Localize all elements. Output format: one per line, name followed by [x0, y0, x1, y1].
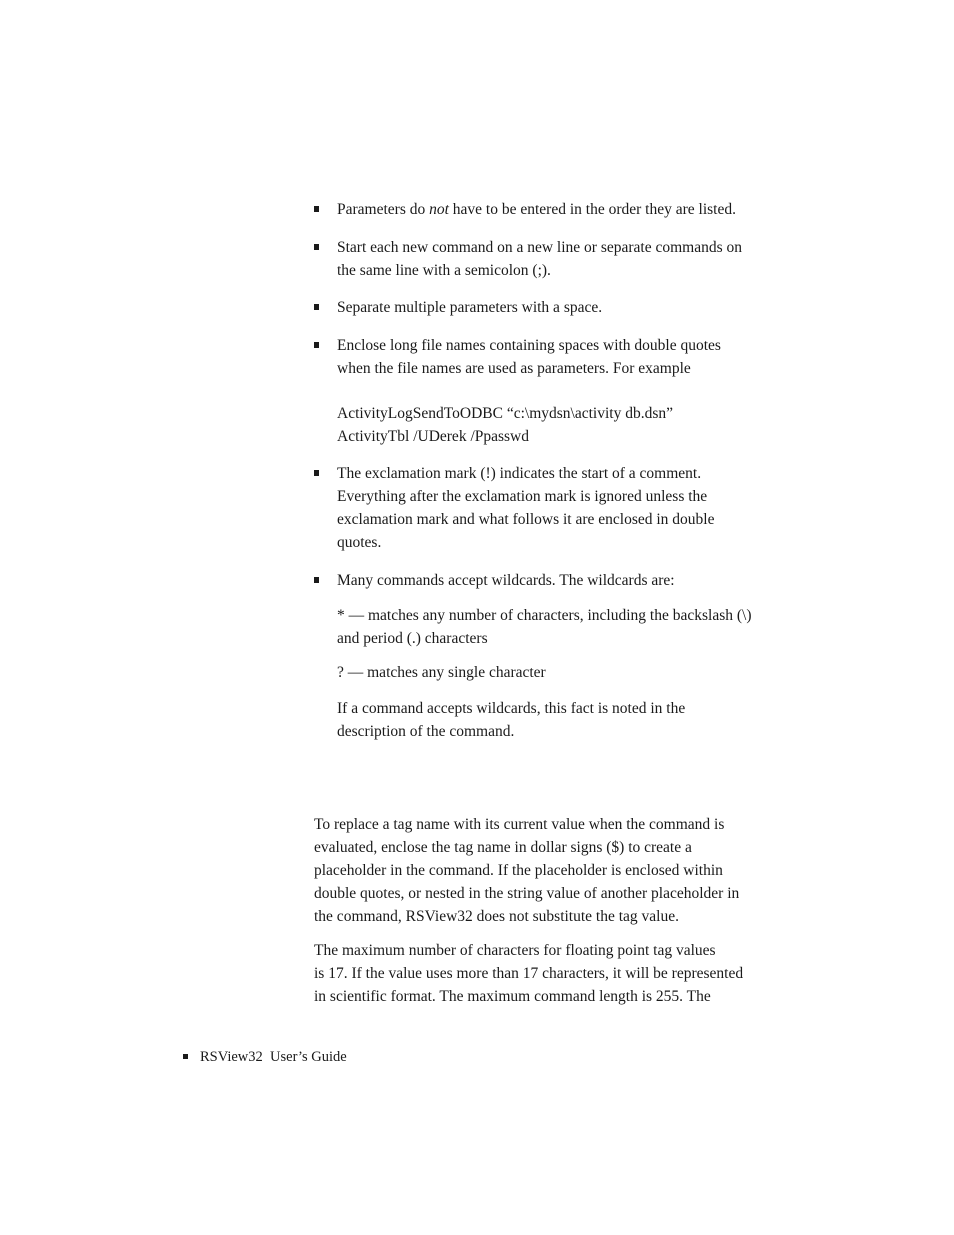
paragraph-tag-placeholder	[314, 813, 784, 928]
bullet-item-long-file-names	[314, 334, 784, 380]
bullet-marker	[314, 304, 319, 310]
command-example	[337, 402, 787, 448]
bullet-line: exclamation mark and what follows it are enclosed in double	[337, 511, 715, 528]
paragraph-line: the command, RSView32 does not substitute the tag value.	[314, 908, 679, 925]
bullet-marker	[314, 342, 319, 348]
bullet-line: Everything after the exclamation mark is ignored unless the	[337, 488, 708, 505]
paragraph-line: The maximum number of characters for floating point tag values	[314, 942, 716, 959]
bullet-line: Many commands accept wildcards. The wildcards are:	[337, 572, 675, 589]
paragraph-line: is 17. If the value uses more than 17 characters, it will be represented	[314, 965, 744, 982]
bullet-line: The exclamation mark (!) indicates the start of a comment.	[337, 465, 702, 482]
wildcard-line: * — matches any number of characters, including the backslash (\)	[337, 607, 752, 624]
paragraph-line: placeholder in the command. If the placeholder is enclosed within	[314, 862, 723, 879]
paragraph-line: To replace a tag name with its current value when the command is	[314, 816, 725, 833]
bullet-item-separate-parameters	[314, 296, 784, 319]
paragraph-line: in scientific format. The maximum command length is 255. The	[314, 988, 711, 1005]
bullet-line: Separate multiple parameters with a space.	[337, 299, 603, 316]
page-footer	[183, 1047, 347, 1067]
wildcard-note-line: If a command accepts wildcards, this fact is noted in the	[337, 700, 686, 717]
bullet-line: Start each new command on a new line or separate commands on	[337, 239, 743, 256]
paragraph-line: double quotes, or nested in the string value of another placeholder in	[314, 885, 740, 902]
bullet-line: the same line with a semicolon (;).	[337, 262, 551, 279]
bullet-line: Parameters do not have to be entered in the order they are listed.	[337, 201, 736, 218]
bullet-item-new-command-line	[314, 236, 784, 282]
bullet-line: when the file names are used as parameters. For example	[337, 360, 691, 377]
wildcard-star-description	[337, 604, 787, 650]
example-line: ActivityTbl /UDerek /Ppasswd	[337, 428, 530, 445]
wildcard-question-description	[337, 661, 787, 684]
bullet-marker	[314, 577, 319, 583]
bullet-marker	[314, 244, 319, 250]
example-line: ActivityLogSendToODBC “c:\mydsn\activity db.dsn”	[337, 405, 674, 422]
bullet-item-exclamation-mark	[314, 462, 784, 554]
bullet-item-wildcards	[314, 569, 784, 592]
bullet-item-parameter-order	[314, 198, 784, 221]
emphasis-text: not	[429, 201, 449, 218]
paragraph-line: evaluated, enclose the tag name in dollar signs ($) to create a	[314, 839, 692, 856]
paragraph-max-characters	[314, 939, 784, 1008]
bullet-marker	[314, 206, 319, 212]
wildcard-note	[337, 697, 787, 743]
bullet-line: Enclose long file names containing spaces with double quotes	[337, 337, 721, 354]
bullet-line: quotes.	[337, 534, 382, 551]
wildcard-line: and period (.) characters	[337, 630, 488, 647]
footer-marker	[183, 1054, 188, 1059]
wildcard-line: ? — matches any single character	[337, 664, 546, 681]
footer-title: RSView32 User’s Guide	[200, 1049, 347, 1065]
wildcard-note-line: description of the command.	[337, 723, 515, 740]
bullet-marker	[314, 470, 319, 476]
